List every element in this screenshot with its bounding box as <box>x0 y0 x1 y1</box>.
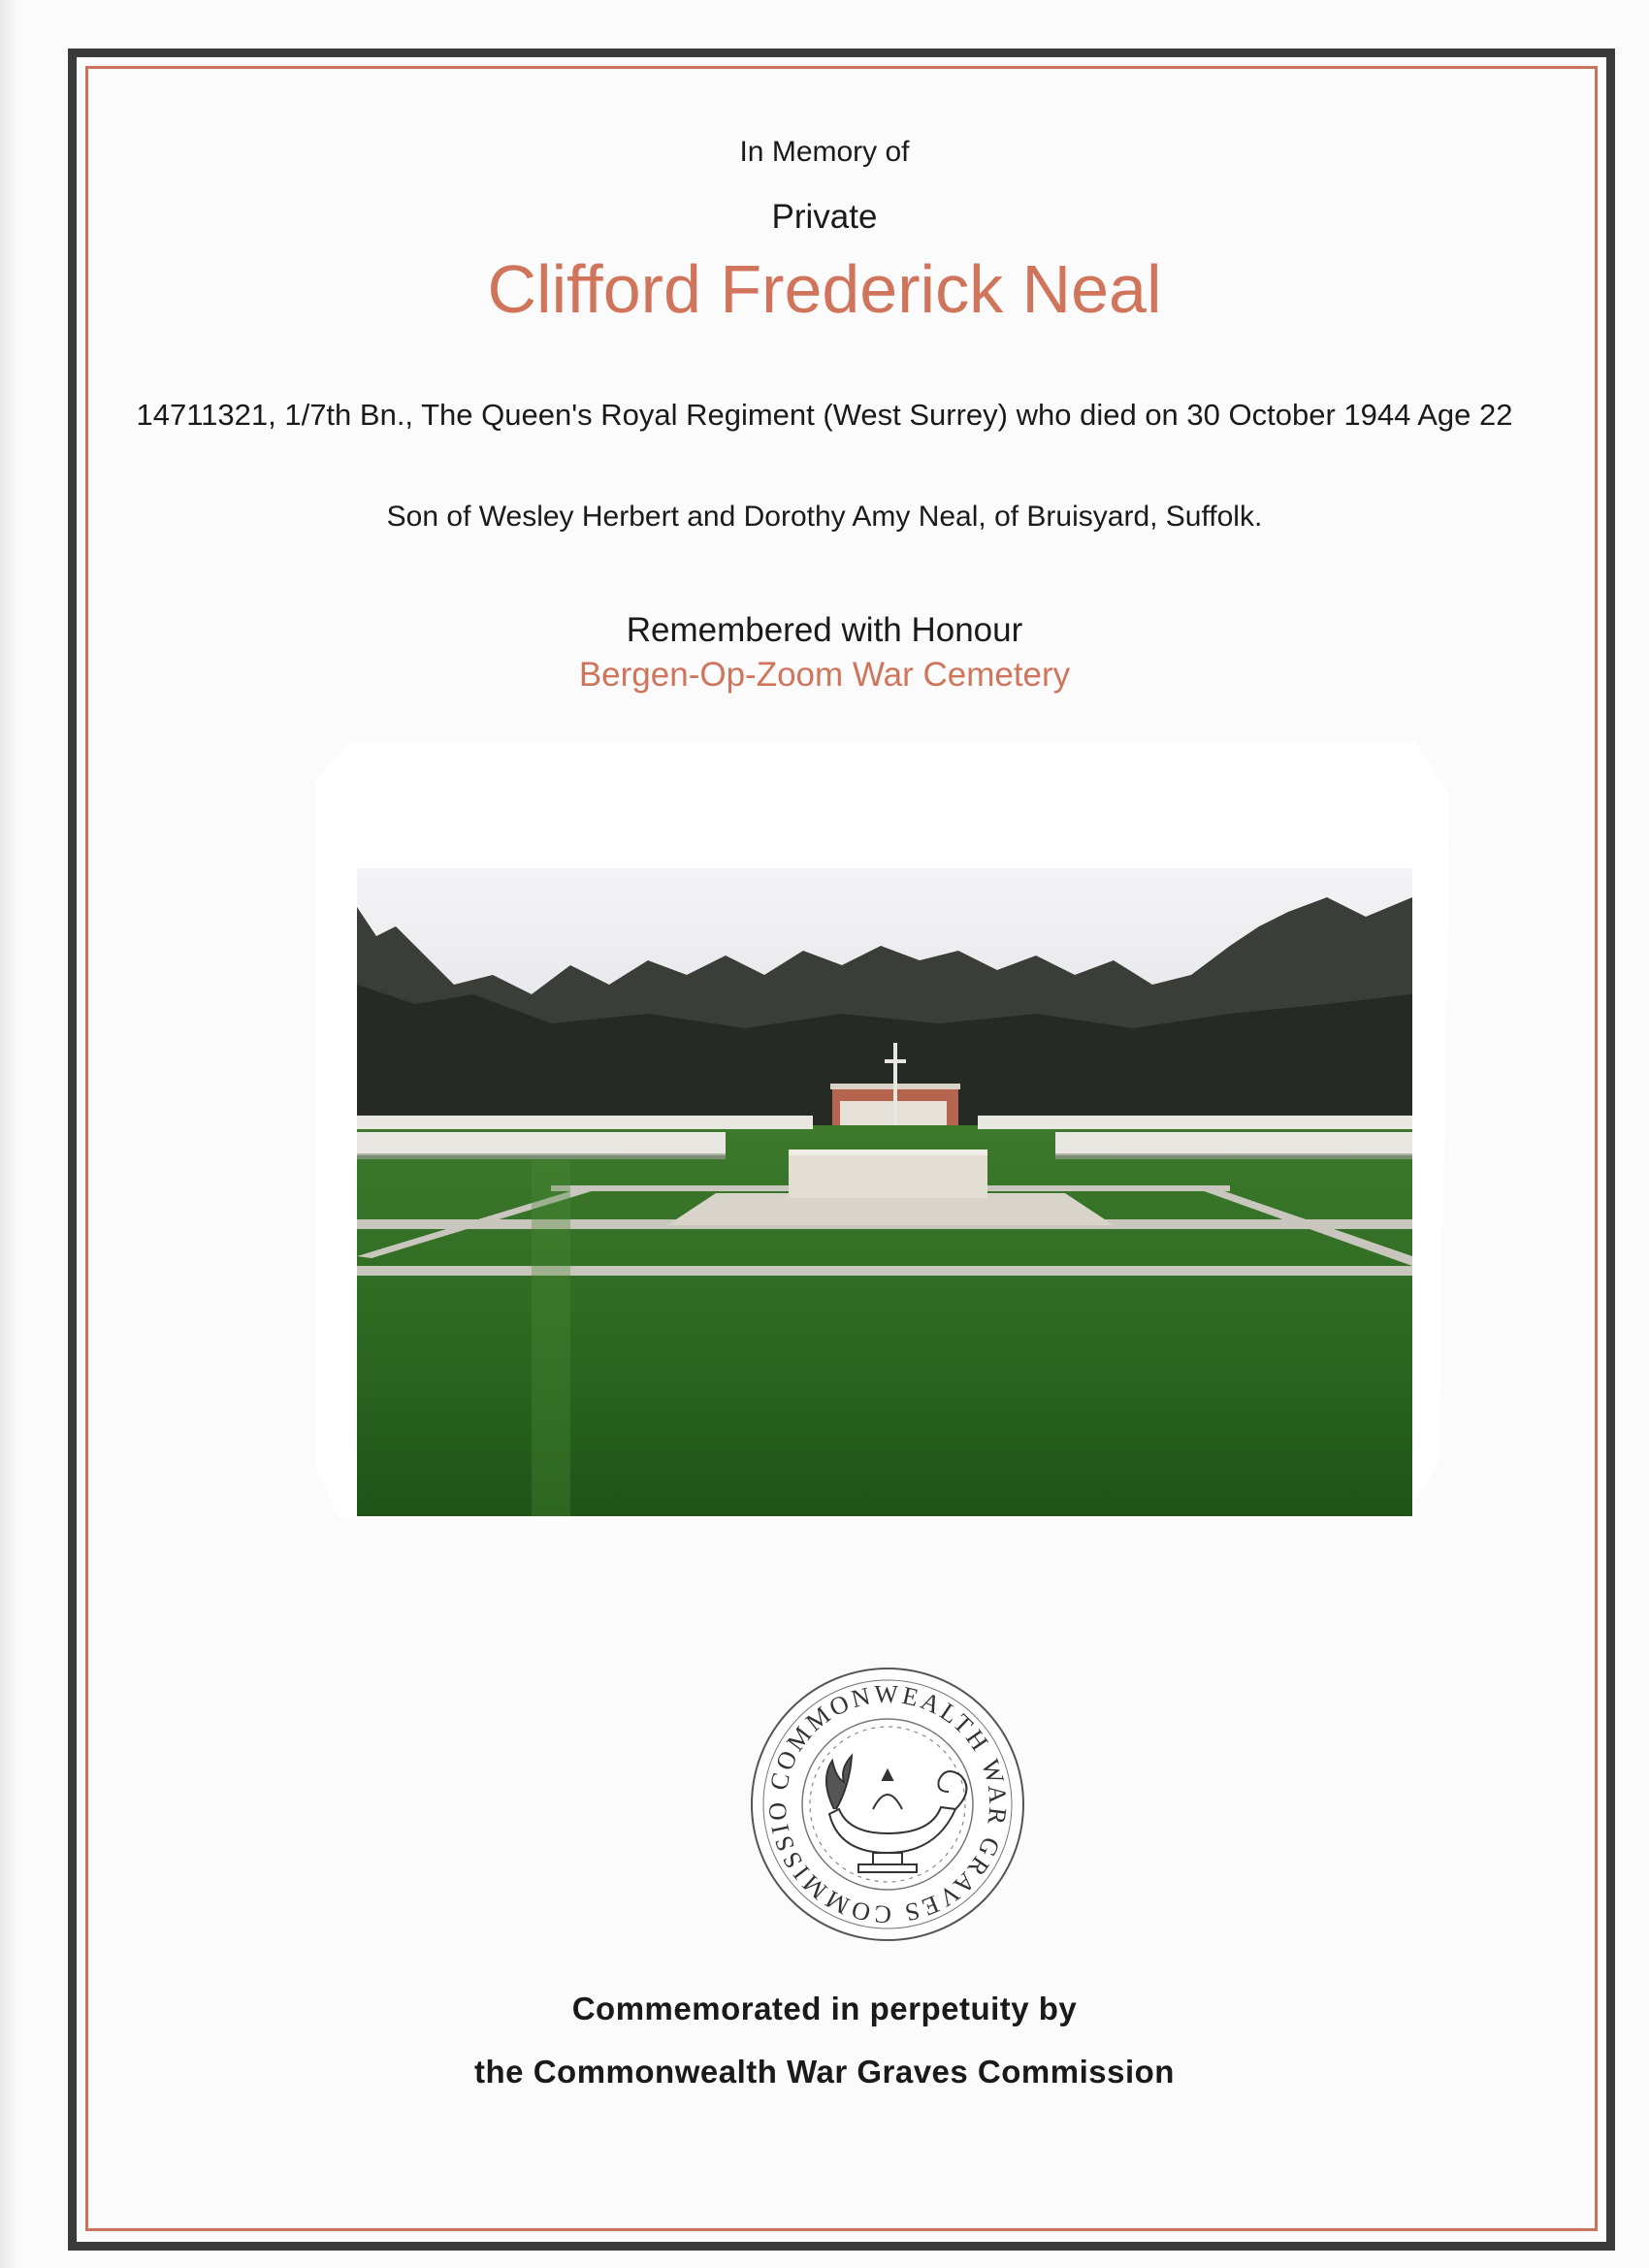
commemoration-line-1: Commemorated in perpetuity by <box>571 1991 1078 2026</box>
intro-text: In Memory of <box>739 136 910 168</box>
seal-ring-text: COMMONWEALTH WAR GRAVES COMMISSIO <box>762 1679 1013 1929</box>
remembered-text: Remembered with Honour <box>626 611 1023 649</box>
rank-text: Private <box>771 198 878 236</box>
cemetery-photo <box>357 868 1412 1516</box>
family-details: Son of Wesley Herbert and Dorothy Amy Neal, of Bruisyard, Suffolk. <box>386 501 1263 533</box>
commemoration-line-2: the Commonwealth War Graves Commission <box>474 2054 1175 2090</box>
casualty-name: Clifford Frederick Neal <box>487 251 1162 327</box>
scan-edge <box>0 0 17 2268</box>
cemetery-name: Bergen-Op-Zoom War Cemetery <box>578 656 1071 694</box>
service-details: 14711321, 1/7th Bn., The Queen's Royal Regiment (West Surrey) who died on 30 October 1944 Age 22 <box>136 398 1513 432</box>
cwgc-seal <box>747 1664 1028 1945</box>
